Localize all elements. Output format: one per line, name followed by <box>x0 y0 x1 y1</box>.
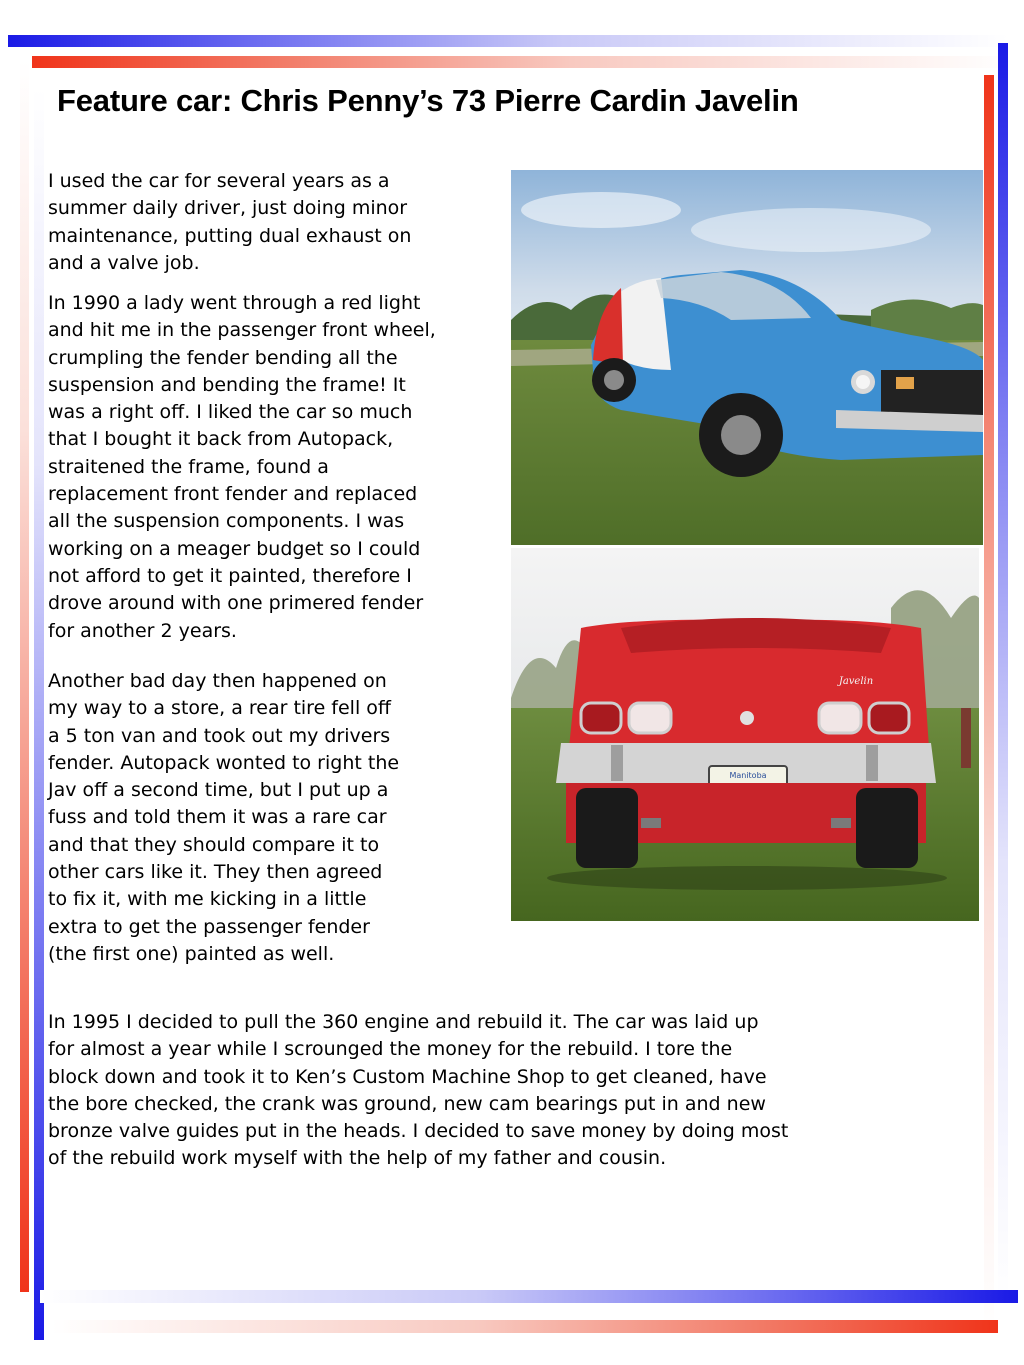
right-blue-stripe <box>998 43 1008 1303</box>
paragraph-daily-driver: I used the car for several years as a summer daily driver, just doing minor maintenance, putting dual exhaust on and a valve job. <box>48 170 412 274</box>
paragraph-1995-engine-rebuild: In 1995 I decided to pull the 360 engine and rebuild it. The car was laid up for almost a year while I scrounged the money for the rebuild. I tore the block down and took it to Ken’s Custom Machine Shop to get cleaned, have the bore checked, the crank was ground, new cam bearings put in and new bronze valve guides put in the heads. I decided to save money by doing most of the rebuild work myself with the help of my father and cousin. <box>48 1011 789 1170</box>
rear-plate-region: Manitoba <box>729 771 767 780</box>
top-red-stripe <box>32 56 1012 68</box>
paragraph-1990-accident: In 1990 a lady went through a red light and hit me in the passenger front wheel, crumpling the fender bending all the suspension and bending the frame! It was a right off. I liked the car so much that I bought it back from Autopack, straitened the frame, found a replacement front fender and replaced all the suspension components. I was working on a meager budget so I could not afford to get it painted, therefore I drove around with one primered fender for another 2 years. <box>48 292 436 642</box>
left-blue-stripe <box>34 88 44 1340</box>
page-title: Feature car: Chris Penny’s 73 Pierre Cardin Javelin <box>57 83 799 118</box>
bottom-red-stripe <box>52 1320 998 1333</box>
left-red-stripe <box>20 60 29 1292</box>
paragraph-second-accident: Another bad day then happened on my way to a store, a rear tire fell off a 5 ton van and took out my drivers fender. Autopack wonted to right the Jav off a second time, but I put up a fuss and told them it was a rare car and that they should compare it to other cars like it. They then agreed to fix it, with me kicking in a little extra to get the passenger fender (the first one) painted as well. <box>48 670 400 965</box>
right-red-stripe <box>984 75 994 1335</box>
rear-badge: Javelin <box>838 676 874 687</box>
top-blue-stripe <box>8 35 1008 47</box>
javelin-front-photo <box>511 170 983 545</box>
javelin-rear-photo <box>511 548 979 921</box>
bottom-blue-stripe <box>40 1290 1018 1303</box>
